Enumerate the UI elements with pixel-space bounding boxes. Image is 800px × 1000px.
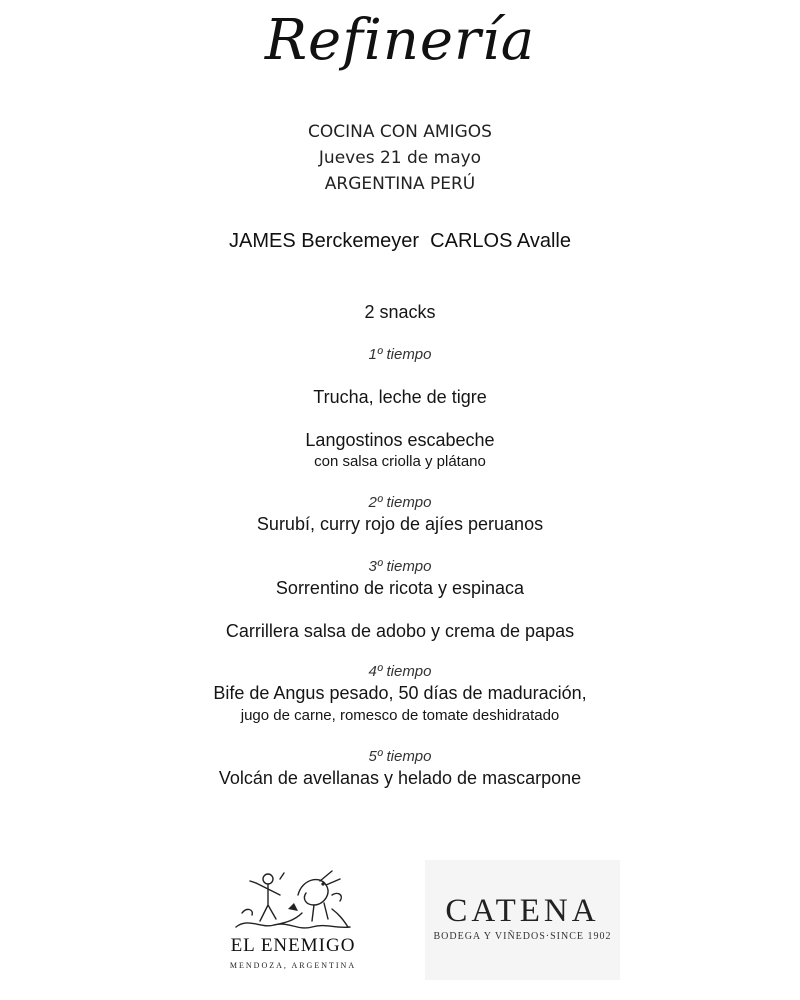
catena-name: CATENA: [445, 893, 600, 929]
course-5-item-1: Volcán de avellanas y helado de mascarpone: [218, 768, 582, 788]
el-enemigo-emblem-icon: [228, 865, 358, 933]
course-2-label: 2º tiempo: [368, 494, 432, 511]
course-2-item-1: Surubí, curry rojo de ajíes peruanos: [256, 514, 544, 534]
catena-tagline: BODEGA Y VIÑEDOS·SINCE 1902: [433, 931, 612, 942]
snacks-item: 2 snacks: [364, 302, 436, 322]
course-4-label: 4º tiempo: [368, 663, 432, 680]
catena-logo: [425, 860, 620, 980]
event-date: Jueves 21 de mayo: [318, 148, 482, 168]
course-3-item-1: Sorrentino de ricota y espinaca: [275, 578, 525, 598]
course-4-item-1-detail: jugo de carne, romesco de tomate deshidratado: [240, 707, 560, 724]
event-title: COCINA CON AMIGOS: [308, 122, 492, 142]
course-3-item-2: Carrillera salsa de adobo y crema de papas: [225, 621, 575, 641]
chefs-names: JAMES Berckemeyer CARLOS Avalle: [229, 230, 571, 252]
event-countries: ARGENTINA PERÚ: [324, 174, 476, 194]
el-enemigo-name: EL ENEMIGO: [230, 935, 356, 956]
refineria-logo: Refinería: [264, 8, 536, 73]
el-enemigo-location: MENDOZA, ARGENTINA: [229, 961, 357, 970]
course-1-item-1: Trucha, leche de tigre: [313, 387, 487, 407]
course-1-item-2: Langostinos escabeche: [305, 430, 495, 450]
course-5-label: 5º tiempo: [368, 748, 432, 765]
el-enemigo-logo: [218, 865, 368, 980]
course-3-label: 3º tiempo: [368, 558, 432, 575]
course-4-item-1: Bife de Angus pesado, 50 días de maduración,: [213, 683, 587, 703]
course-1-item-2-detail: con salsa criolla y plátano: [314, 453, 486, 470]
course-1-label: 1º tiempo: [368, 346, 432, 363]
